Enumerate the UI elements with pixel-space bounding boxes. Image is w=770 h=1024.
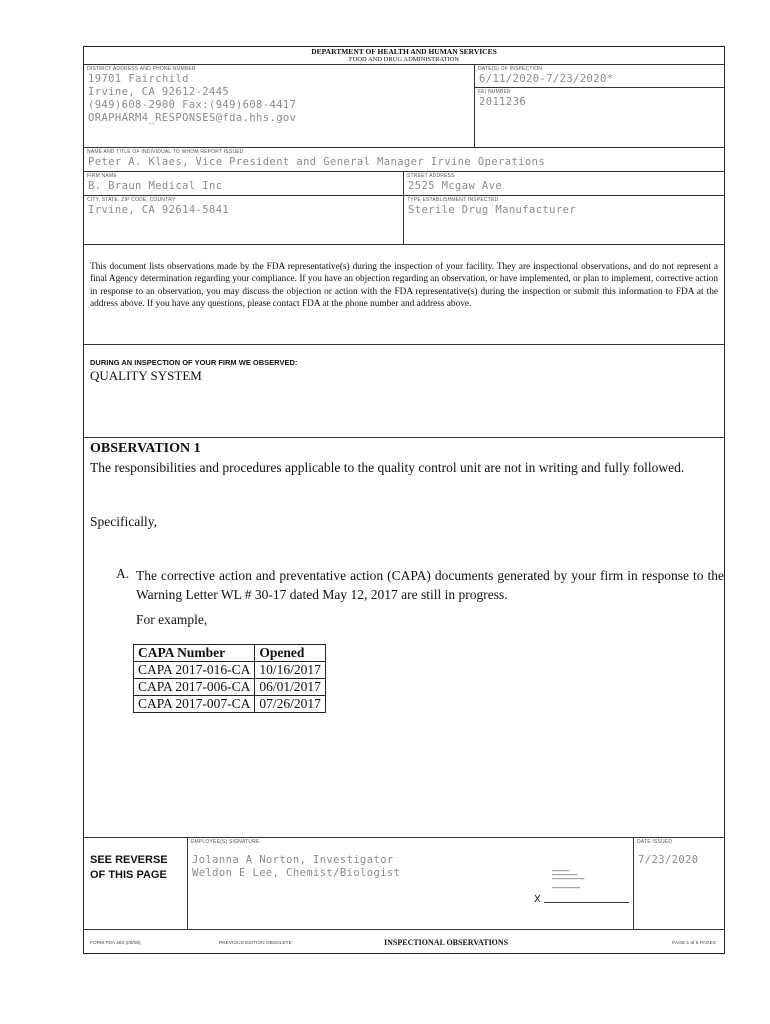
footer-title: INSPECTIONAL OBSERVATIONS	[384, 938, 509, 947]
addressee-value: Peter A. Klaes, Vice President and General Manager Irvine Operations	[88, 156, 546, 168]
divider	[403, 171, 404, 244]
table-header-row	[134, 645, 326, 662]
fda-483-form	[83, 46, 725, 954]
page-number: PAGE 1 of 6 PAGES	[672, 941, 716, 946]
divider	[84, 171, 724, 172]
see-reverse-line-1: SEE REVERSE	[90, 854, 168, 866]
agency-title: FOOD AND DRUG ADMINISTRATION	[349, 56, 459, 63]
establishment-label: TYPE ESTABLISHMENT INSPECTED	[407, 197, 499, 203]
form-number: FORM FDA 483 (09/08)	[90, 941, 141, 946]
divider	[84, 195, 724, 196]
signature-line	[544, 902, 629, 903]
district-label: DISTRICT ADDRESS AND PHONE NUMBER	[87, 66, 196, 72]
item-letter: A.	[116, 566, 130, 581]
table-row	[134, 679, 326, 696]
department-title: DEPARTMENT OF HEALTH AND HUMAN SERVICES	[311, 47, 497, 56]
capa-table	[133, 644, 326, 713]
firm-label: FIRM NAME	[87, 173, 117, 179]
divider	[633, 837, 634, 929]
district-line-3: (949)608-2900 Fax:(949)608-4417	[88, 99, 297, 111]
establishment-value: Sterile Drug Manufacturer	[408, 204, 577, 216]
street-value: 2525 Mcgaw Ave	[408, 180, 503, 192]
capa-number-cell: CAPA 2017-016-CA	[134, 662, 255, 679]
city-value: Irvine, CA 92614-5841	[88, 204, 230, 216]
see-reverse-note	[90, 853, 168, 883]
capa-number-cell: CAPA 2017-006-CA	[134, 679, 255, 696]
employee-signature-label: EMPLOYEE(S) SIGNATURE	[191, 839, 260, 845]
specifically-text: Specifically,	[90, 514, 157, 529]
signature-stamp: ━━━━━━━━ ━━━━━━━━━━━━ ━━━━━━━━━━━━━━━ ━━━━━━━━━━━━━	[552, 869, 585, 890]
see-reverse-line-2: OF THIS PAGE	[90, 869, 167, 881]
observation-title: OBSERVATION 1	[90, 441, 201, 456]
district-line-4: ORAPHARM4_RESPONSES@fda.hhs.gov	[88, 112, 297, 124]
employee-1: Jolanna A Norton, Investigator	[192, 854, 394, 866]
opened-cell: 07/26/2017	[255, 696, 326, 713]
opened-cell: 06/01/2017	[255, 679, 326, 696]
previous-edition: PREVIOUS EDITION OBSOLETE	[219, 941, 292, 946]
fei-label: FEI NUMBER	[478, 89, 511, 95]
notice-paragraph: This document lists observations made by the FDA representative(s) during the inspection of your facility. They are inspectional observations, and do not represent a final Agency determination regarding your compliance. If you have an objection regarding an observation, or have implemented, or plan to implement, corrective action in response to an observation, you may discuss the objection or action with the FDA representative(s) during the inspection or submit this information to FDA at the address above. If you have any questions, please contact FDA at the phone number and address above.	[90, 262, 718, 310]
table-header-capa-number: CAPA Number	[134, 645, 255, 662]
divider	[84, 929, 724, 930]
date-issued-label: DATE ISSUED	[637, 839, 673, 845]
divider	[84, 64, 724, 65]
observed-label: DURING AN INSPECTION OF YOUR FIRM WE OBSERVED:	[90, 358, 298, 367]
date-issued-value: 7/23/2020	[638, 854, 699, 866]
inspection-dates-value: 6/11/2020-7/23/2020*	[479, 73, 614, 85]
divider	[84, 344, 724, 345]
divider	[84, 147, 724, 148]
divider	[187, 837, 188, 929]
observed-value: QUALITY SYSTEM	[90, 368, 202, 383]
city-label: CITY, STATE, ZIP CODE, COUNTRY	[87, 197, 176, 203]
signature-x: X	[534, 894, 541, 905]
observation-text: The responsibilities and procedures applicable to the quality control unit are not in writing and fully followed.	[90, 460, 685, 475]
fei-value: 2011236	[479, 96, 527, 108]
street-label: STREET ADDRESS	[407, 173, 455, 179]
divider	[84, 244, 724, 245]
divider	[474, 87, 724, 88]
table-row	[134, 662, 326, 679]
divider	[84, 837, 724, 838]
district-line-2: Irvine, CA 92612-2445	[88, 86, 230, 98]
divider	[474, 64, 475, 147]
opened-cell: 10/16/2017	[255, 662, 326, 679]
electronic-signature	[534, 859, 629, 907]
capa-number-cell: CAPA 2017-007-CA	[134, 696, 255, 713]
table-header-opened: Opened	[255, 645, 326, 662]
item-text: The corrective action and preventative action (CAPA) documents generated by your firm in response to the Warning Letter WL # 30-17 dated May 12, 2017 are still in progress.	[136, 568, 724, 602]
employee-2: Weldon E Lee, Chemist/Biologist	[192, 867, 401, 879]
divider	[84, 437, 724, 438]
district-line-1: 19701 Fairchild	[88, 73, 189, 85]
for-example-text: For example,	[136, 612, 208, 627]
table-row	[134, 696, 326, 713]
addressee-label: NAME AND TITLE OF INDIVIDUAL TO WHOM REPORT ISSUED	[87, 149, 244, 155]
inspection-dates-label: DATE(S) OF INSPECTION	[478, 66, 543, 72]
firm-value: B. Braun Medical Inc	[88, 180, 223, 192]
